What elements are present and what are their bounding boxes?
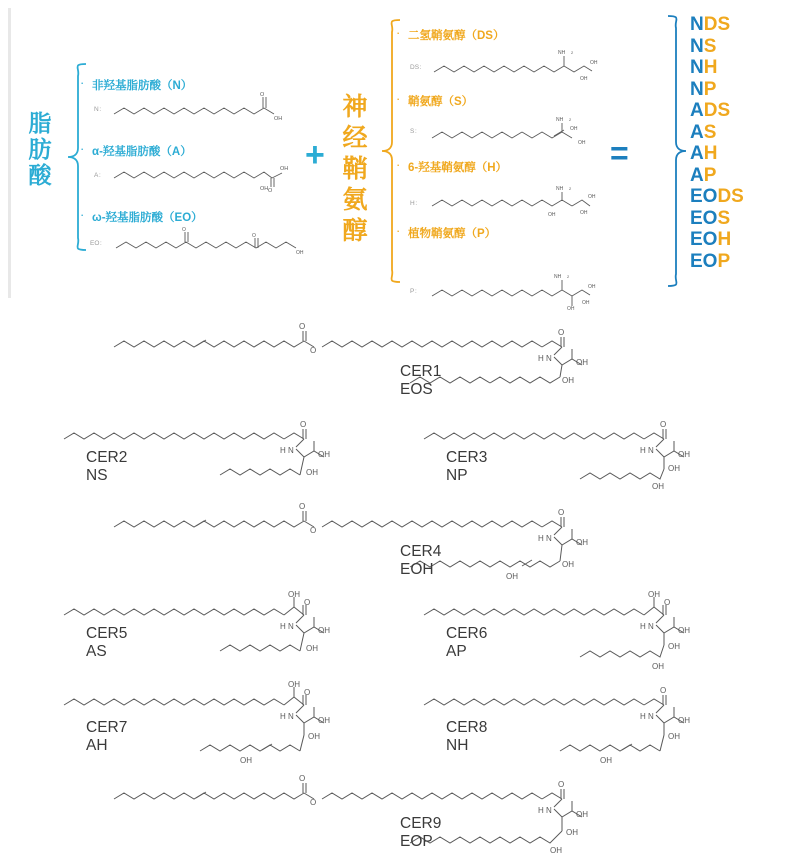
sphingoid-item-S-label: 鞘氨醇（S） bbox=[408, 96, 474, 108]
ceramide-CER8-code: NH bbox=[446, 737, 469, 754]
svg-text:OH: OH bbox=[308, 732, 320, 741]
svg-text:OH: OH bbox=[580, 76, 588, 82]
svg-text:OH: OH bbox=[582, 300, 590, 306]
fatty-acid-item-N-prefix: N： bbox=[94, 106, 106, 113]
ceramide-CER1-name: CER1 bbox=[400, 363, 442, 380]
list-item bbox=[690, 165, 800, 187]
svg-text:H N: H N bbox=[280, 622, 294, 631]
fatty-acid-item-A bbox=[80, 141, 289, 194]
svg-text:OH: OH bbox=[274, 116, 283, 122]
svg-text:H N: H N bbox=[640, 446, 654, 455]
list-item bbox=[690, 186, 800, 208]
svg-text:OH: OH bbox=[567, 306, 575, 312]
ceramide-CER6-code: AP bbox=[446, 643, 467, 660]
svg-text:O: O bbox=[304, 688, 311, 697]
svg-text:OH: OH bbox=[576, 358, 588, 367]
svg-text:OH: OH bbox=[548, 212, 556, 218]
svg-text:OH: OH bbox=[306, 644, 318, 653]
fatty-acid-item-EO bbox=[80, 207, 304, 256]
result-sp-part: S bbox=[703, 35, 717, 57]
sphingoid-item-H-prefix: H： bbox=[410, 200, 422, 207]
svg-text:OH: OH bbox=[578, 140, 586, 146]
structure-P-sphingoid bbox=[430, 252, 620, 310]
bullet-icon: · bbox=[396, 25, 401, 40]
svg-text:H N: H N bbox=[538, 534, 552, 543]
svg-text:O: O bbox=[268, 188, 273, 194]
result-fa-part: EO bbox=[690, 229, 718, 250]
result-sp-part: DS bbox=[717, 186, 744, 207]
svg-text:OH: OH bbox=[600, 756, 612, 765]
svg-text:OH: OH bbox=[576, 538, 588, 547]
result-sp-part: DS bbox=[703, 100, 731, 121]
ceramide-CER1-code: EOS bbox=[400, 381, 433, 398]
svg-text:O: O bbox=[310, 526, 317, 535]
result-fa-part: A bbox=[690, 143, 704, 164]
result-sp-part: P bbox=[703, 164, 717, 186]
result-sp-part: P bbox=[717, 250, 731, 272]
bullet-icon: · bbox=[396, 223, 401, 238]
ceramide-CER8-name: CER8 bbox=[446, 719, 488, 736]
svg-text:OH: OH bbox=[280, 166, 289, 172]
bullet-icon: · bbox=[80, 75, 85, 90]
svg-text:OH: OH bbox=[652, 662, 664, 671]
list-item bbox=[690, 229, 800, 251]
plus-icon: + bbox=[305, 136, 325, 174]
svg-text:NH: NH bbox=[554, 274, 562, 280]
svg-text:OH: OH bbox=[648, 590, 660, 599]
sphingoid-item-DS-prefix: DS： bbox=[410, 64, 426, 71]
svg-text:2: 2 bbox=[571, 50, 574, 55]
svg-text:OH: OH bbox=[668, 464, 680, 473]
list-item bbox=[690, 208, 800, 230]
sphingoid-item-P bbox=[396, 223, 596, 312]
result-sp-part: H bbox=[703, 57, 718, 78]
structure-N-fatty-acid bbox=[112, 90, 292, 124]
fatty-acid-item-A-prefix: A： bbox=[94, 172, 105, 179]
result-fa-part: A bbox=[690, 121, 704, 143]
structure-EO-fatty-acid bbox=[114, 224, 314, 258]
result-fa-part: N bbox=[690, 35, 704, 57]
svg-text:NH: NH bbox=[556, 117, 564, 123]
list-item bbox=[690, 251, 800, 273]
svg-text:OH: OH bbox=[588, 194, 596, 200]
svg-text:OH: OH bbox=[678, 716, 690, 725]
fatty-acid-item-N-label: 非羟基脂肪酸（N） bbox=[92, 80, 193, 92]
ceramide-species-list bbox=[690, 14, 800, 272]
ceramide-CER3-name: CER3 bbox=[446, 449, 488, 466]
ceramide-CER2-code: NS bbox=[86, 467, 108, 484]
ceramide-CER2-name: CER2 bbox=[86, 449, 128, 466]
result-fa-part: N bbox=[690, 14, 704, 35]
svg-text:O: O bbox=[558, 780, 565, 789]
svg-text:OH: OH bbox=[588, 284, 596, 290]
svg-text:OH: OH bbox=[318, 450, 330, 459]
fatty-acid-item-EO-label: ω-羟基脂肪酸（EO） bbox=[92, 212, 203, 224]
sphingoid-item-H bbox=[396, 157, 596, 218]
result-fa-part: EO bbox=[690, 250, 718, 272]
left-divider bbox=[8, 8, 11, 298]
result-sp-part: H bbox=[717, 229, 732, 250]
fatty-acid-item-A-label: α-羟基脂肪酸（A） bbox=[92, 146, 192, 158]
svg-text:OH: OH bbox=[550, 846, 562, 855]
svg-text:NH: NH bbox=[556, 186, 564, 192]
structure-S-sphingoid bbox=[430, 110, 610, 150]
list-item bbox=[690, 100, 800, 122]
svg-text:O: O bbox=[558, 328, 565, 337]
equals-icon: = bbox=[610, 135, 629, 171]
sphingoid-item-P-label: 植物鞘氨醇（P） bbox=[408, 228, 497, 240]
fatty-acid-brace-icon bbox=[66, 62, 88, 252]
list-item bbox=[690, 143, 800, 165]
svg-text:O: O bbox=[299, 322, 306, 331]
bullet-icon: · bbox=[80, 141, 85, 156]
svg-text:O: O bbox=[252, 233, 256, 239]
ceramide-CER9-code: EOP bbox=[400, 833, 433, 850]
svg-text:OH: OH bbox=[296, 250, 304, 256]
ceramide-CER6-name: CER6 bbox=[446, 625, 488, 642]
svg-text:H N: H N bbox=[538, 354, 552, 363]
svg-text:H N: H N bbox=[640, 712, 654, 721]
result-sp-part: H bbox=[703, 143, 718, 164]
structure-DS-sphingoid bbox=[432, 40, 612, 84]
svg-text:O: O bbox=[310, 346, 317, 355]
result-fa-part: EO bbox=[690, 207, 718, 229]
svg-text:OH: OH bbox=[668, 732, 680, 741]
ceramide-CER7-code: AH bbox=[86, 737, 108, 754]
sphingoid-item-S-prefix: S： bbox=[410, 128, 421, 135]
ceramide-CER4-name: CER4 bbox=[400, 543, 442, 560]
svg-text:O: O bbox=[310, 798, 317, 807]
ceramide-structure-gallery bbox=[0, 305, 807, 861]
result-sp-part: S bbox=[703, 121, 717, 143]
svg-text:H N: H N bbox=[640, 622, 654, 631]
svg-text:2: 2 bbox=[569, 117, 572, 122]
ceramide-CER7-name: CER7 bbox=[86, 719, 128, 736]
result-brace-icon bbox=[666, 14, 686, 290]
svg-text:OH: OH bbox=[318, 716, 330, 725]
sphingoid-item-P-prefix: P： bbox=[410, 288, 421, 295]
sphingoid-item-DS bbox=[396, 25, 598, 82]
list-item bbox=[690, 57, 800, 79]
sphingoid-item-H-label: 6-羟基鞘氨醇（H） bbox=[408, 162, 508, 174]
svg-text:OH: OH bbox=[318, 626, 330, 635]
svg-text:OH: OH bbox=[288, 590, 300, 599]
svg-text:O: O bbox=[182, 227, 186, 233]
bullet-icon: · bbox=[396, 157, 401, 172]
result-sp-part: S bbox=[717, 207, 731, 229]
ceramide-composition-diagram bbox=[0, 0, 807, 312]
svg-text:2: 2 bbox=[569, 186, 572, 191]
result-sp-part: P bbox=[703, 78, 717, 100]
svg-text:H N: H N bbox=[538, 806, 552, 815]
structure-H-sphingoid bbox=[430, 182, 620, 222]
bullet-icon: · bbox=[396, 91, 401, 106]
svg-text:OH: OH bbox=[506, 572, 518, 581]
svg-text:O: O bbox=[558, 508, 565, 517]
svg-text:O: O bbox=[664, 598, 671, 607]
result-sp-part: DS bbox=[703, 14, 731, 35]
bullet-icon: · bbox=[80, 207, 85, 222]
svg-text:OH: OH bbox=[566, 828, 578, 837]
result-fa-part: A bbox=[690, 100, 704, 121]
svg-text:O: O bbox=[660, 420, 667, 429]
svg-text:O: O bbox=[299, 774, 306, 783]
svg-text:OH: OH bbox=[570, 126, 578, 132]
structure-A-fatty-acid bbox=[112, 156, 302, 192]
fatty-acid-item-EO-prefix: EO： bbox=[90, 240, 106, 247]
result-fa-part: N bbox=[690, 57, 704, 78]
svg-text:OH: OH bbox=[678, 626, 690, 635]
result-fa-part: A bbox=[690, 164, 704, 186]
list-item bbox=[690, 122, 800, 144]
fatty-acid-item-N bbox=[80, 75, 283, 122]
svg-text:O: O bbox=[260, 92, 265, 98]
svg-text:NH: NH bbox=[558, 50, 566, 56]
ceramide-CER4-code: EOH bbox=[400, 561, 434, 578]
svg-text:O: O bbox=[299, 502, 306, 511]
list-item bbox=[690, 36, 800, 58]
svg-text:O: O bbox=[300, 420, 307, 429]
sphingoid-item-S bbox=[396, 91, 586, 146]
svg-text:O: O bbox=[304, 598, 311, 607]
ceramide-CER3-code: NP bbox=[446, 467, 468, 484]
svg-text:H N: H N bbox=[280, 712, 294, 721]
svg-text:2: 2 bbox=[567, 274, 570, 279]
ceramide-CER5-code: AS bbox=[86, 643, 107, 660]
svg-text:OH: OH bbox=[576, 810, 588, 819]
result-fa-part: EO bbox=[690, 186, 718, 207]
svg-text:OH: OH bbox=[580, 210, 588, 216]
fatty-acid-group-label: 脂肪酸 bbox=[28, 110, 52, 188]
svg-text:OH: OH bbox=[260, 186, 269, 192]
svg-text:OH: OH bbox=[590, 60, 598, 66]
list-item bbox=[690, 79, 800, 101]
svg-text:OH: OH bbox=[562, 560, 574, 569]
sphingoid-brace-icon bbox=[380, 18, 402, 286]
svg-text:OH: OH bbox=[240, 756, 252, 765]
svg-text:OH: OH bbox=[652, 482, 664, 491]
svg-text:O: O bbox=[660, 686, 667, 695]
svg-text:OH: OH bbox=[678, 450, 690, 459]
ceramide-CER9-name: CER9 bbox=[400, 815, 442, 832]
list-item bbox=[690, 14, 800, 36]
svg-text:OH: OH bbox=[668, 642, 680, 651]
svg-text:H N: H N bbox=[280, 446, 294, 455]
ceramide-CER5-name: CER5 bbox=[86, 625, 128, 642]
result-fa-part: N bbox=[690, 78, 704, 100]
svg-text:OH: OH bbox=[288, 680, 300, 689]
svg-text:OH: OH bbox=[562, 376, 574, 385]
sphingoid-item-DS-label: 二氢鞘氨醇（DS） bbox=[408, 30, 505, 42]
sphingoid-group-label: 神经鞘氨醇 bbox=[342, 93, 368, 245]
svg-text:OH: OH bbox=[306, 468, 318, 477]
